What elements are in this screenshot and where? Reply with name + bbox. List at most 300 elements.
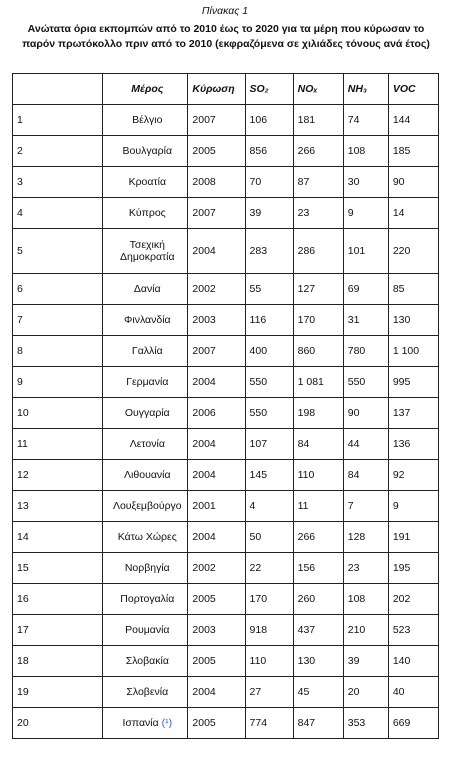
cell-number-text: 4 <box>17 207 23 219</box>
cell-number-text: 14 <box>17 531 29 543</box>
cell-ratification <box>188 460 245 491</box>
cell-nh3 <box>343 105 388 136</box>
cell-party <box>103 274 188 305</box>
cell-voc-text: 995 <box>392 376 411 388</box>
cell-nox-text: 286 <box>297 245 316 257</box>
table-row <box>13 522 439 553</box>
cell-number-text: 20 <box>17 717 29 729</box>
cell-party <box>103 398 188 429</box>
cell-ratification <box>188 584 245 615</box>
cell-nox <box>293 167 343 198</box>
table-row <box>13 336 439 367</box>
cell-nox <box>293 584 343 615</box>
cell-nh3-text: 128 <box>347 531 366 543</box>
cell-number-text: 16 <box>17 593 29 605</box>
cell-number <box>13 553 103 584</box>
cell-nh3 <box>343 398 388 429</box>
table-heading: Ανώτατα όρια εκπομπών από το 2010 έως το 2020 για τα μέρη που κύρωσαν το παρόν πρωτόκολλο πριν από το 2010 (εκφραζόμενα σε χιλιάδες τόνους ανά έτος) <box>22 23 430 50</box>
cell-ratification-text: 2004 <box>192 469 216 481</box>
cell-voc-text: 191 <box>392 531 411 543</box>
cell-party <box>103 584 188 615</box>
cell-nh3 <box>343 677 388 708</box>
cell-party <box>103 429 188 460</box>
header-so2: SO₂ <box>245 74 293 105</box>
cell-ratification-text: 2004 <box>192 531 216 543</box>
cell-voc-text: 185 <box>392 145 411 157</box>
cell-so2 <box>245 708 293 739</box>
table-row <box>13 198 439 229</box>
table-row <box>13 646 439 677</box>
cell-ratification <box>188 553 245 584</box>
cell-so2 <box>245 677 293 708</box>
cell-number-text: 17 <box>17 624 29 636</box>
cell-so2-text: 550 <box>249 376 268 388</box>
cell-so2-text: 283 <box>249 245 268 257</box>
cell-party-text: Ρουμανία <box>125 624 170 636</box>
cell-voc-text: 85 <box>392 283 405 295</box>
cell-ratification <box>188 646 245 677</box>
cell-party-text: Πορτογαλία <box>120 593 175 605</box>
cell-voc-text: 136 <box>392 438 411 450</box>
cell-number-text: 2 <box>17 145 23 157</box>
cell-ratification <box>188 367 245 398</box>
cell-so2 <box>245 522 293 553</box>
cell-nh3-text: 108 <box>347 145 366 157</box>
cell-party-text: Λουξεμβούργο <box>112 500 182 512</box>
cell-ratification-text: 2007 <box>192 207 216 219</box>
table-row <box>13 491 439 522</box>
cell-nox-text: 84 <box>297 438 310 450</box>
cell-number <box>13 677 103 708</box>
cell-nh3-text: 101 <box>347 245 366 257</box>
cell-party-text: Γαλλία <box>131 345 163 357</box>
cell-so2-text: 70 <box>249 176 262 188</box>
table-row <box>13 615 439 646</box>
cell-nh3 <box>343 274 388 305</box>
cell-ratification <box>188 136 245 167</box>
cell-so2-text: 116 <box>249 314 267 326</box>
cell-nox-text: 127 <box>297 283 316 295</box>
cell-so2 <box>245 367 293 398</box>
cell-voc-text: 669 <box>392 717 411 729</box>
cell-nox-text: 170 <box>297 314 316 326</box>
cell-so2 <box>245 553 293 584</box>
cell-nox-text: 437 <box>297 624 316 636</box>
cell-ratification <box>188 105 245 136</box>
cell-nh3-text: 74 <box>347 114 360 126</box>
cell-ratification <box>188 491 245 522</box>
cell-so2-text: 918 <box>249 624 268 636</box>
cell-nh3-text: 210 <box>347 624 366 636</box>
cell-party <box>103 198 188 229</box>
cell-party <box>103 229 188 274</box>
cell-number <box>13 336 103 367</box>
cell-so2 <box>245 167 293 198</box>
cell-ratification <box>188 615 245 646</box>
cell-nh3-text: 7 <box>347 500 354 512</box>
cell-so2-text: 27 <box>249 686 262 698</box>
cell-nox <box>293 460 343 491</box>
cell-so2-text: 107 <box>249 438 268 450</box>
cell-party-text: Φινλανδία <box>123 314 171 326</box>
cell-ratification <box>188 429 245 460</box>
cell-so2-text: 4 <box>249 500 256 512</box>
cell-ratification-text: 2006 <box>192 407 216 419</box>
cell-nh3 <box>343 553 388 584</box>
cell-nh3-text: 30 <box>347 176 360 188</box>
cell-number <box>13 646 103 677</box>
table-row <box>13 708 439 739</box>
cell-voc <box>388 491 438 522</box>
cell-number-text: 10 <box>17 407 29 419</box>
cell-ratification <box>188 708 245 739</box>
cell-ratification-text: 2004 <box>192 686 216 698</box>
cell-party-text: Σλοβακία <box>125 655 169 667</box>
cell-number-text: 1 <box>17 114 23 126</box>
cell-so2 <box>245 229 293 274</box>
cell-ratification-text: 2007 <box>192 345 216 357</box>
cell-party <box>103 708 188 739</box>
cell-voc <box>388 677 438 708</box>
cell-number <box>13 136 103 167</box>
cell-party <box>103 136 188 167</box>
cell-voc <box>388 229 438 274</box>
cell-nox <box>293 708 343 739</box>
cell-party-text: Τσεχική Δημοκρατία <box>120 239 175 263</box>
cell-so2 <box>245 336 293 367</box>
table-row <box>13 105 439 136</box>
cell-ratification-text: 2005 <box>192 655 216 667</box>
cell-number-text: 12 <box>17 469 29 481</box>
cell-voc-text: 195 <box>392 562 411 574</box>
cell-nox-text: 847 <box>297 717 316 729</box>
cell-party-text: Ουγγαρία <box>124 407 170 419</box>
table-body <box>13 105 439 739</box>
cell-nh3 <box>343 460 388 491</box>
cell-nox-text: 266 <box>297 531 316 543</box>
cell-number-text: 7 <box>17 314 23 326</box>
cell-number-text: 8 <box>17 345 23 357</box>
cell-number <box>13 429 103 460</box>
cell-nox-text: 181 <box>297 114 316 126</box>
cell-nox-text: 130 <box>297 655 316 667</box>
cell-ratification-text: 2005 <box>192 593 216 605</box>
cell-voc <box>388 646 438 677</box>
cell-voc-text: 90 <box>392 176 405 188</box>
cell-voc <box>388 553 438 584</box>
cell-nox <box>293 429 343 460</box>
cell-nox-text: 198 <box>297 407 316 419</box>
cell-so2 <box>245 646 293 677</box>
table-row <box>13 274 439 305</box>
cell-nh3-text: 90 <box>347 407 360 419</box>
cell-party <box>103 522 188 553</box>
cell-nox <box>293 198 343 229</box>
cell-nh3-text: 9 <box>347 207 354 219</box>
cell-number <box>13 305 103 336</box>
cell-voc-text: 144 <box>392 114 411 126</box>
cell-party-text: Ισπανία <box>122 717 159 729</box>
cell-nh3 <box>343 584 388 615</box>
cell-nox <box>293 553 343 584</box>
cell-nox <box>293 615 343 646</box>
cell-number <box>13 522 103 553</box>
cell-number <box>13 167 103 198</box>
cell-nh3 <box>343 615 388 646</box>
table-header-row <box>13 74 439 105</box>
cell-number-text: 9 <box>17 376 23 388</box>
cell-nox <box>293 677 343 708</box>
cell-nh3-text: 44 <box>347 438 360 450</box>
table-row <box>13 677 439 708</box>
cell-so2 <box>245 274 293 305</box>
table-row <box>13 553 439 584</box>
cell-nox-text: 156 <box>297 562 316 574</box>
emissions-table <box>12 73 439 739</box>
cell-party-text: Κάτω Χώρες <box>117 531 177 543</box>
cell-ratification-text: 2004 <box>192 245 216 257</box>
cell-so2 <box>245 491 293 522</box>
cell-so2-text: 400 <box>249 345 268 357</box>
cell-nh3 <box>343 305 388 336</box>
cell-voc-text: 9 <box>392 500 399 512</box>
cell-voc-text: 137 <box>392 407 411 419</box>
table-row <box>13 429 439 460</box>
cell-party-text: Λιθουανία <box>124 469 171 481</box>
table-row <box>13 460 439 491</box>
cell-voc <box>388 305 438 336</box>
cell-party <box>103 491 188 522</box>
cell-nox <box>293 105 343 136</box>
cell-so2 <box>245 584 293 615</box>
cell-nox <box>293 136 343 167</box>
cell-so2-text: 145 <box>249 469 268 481</box>
cell-party <box>103 336 188 367</box>
cell-ratification <box>188 305 245 336</box>
cell-nox <box>293 305 343 336</box>
cell-nh3 <box>343 229 388 274</box>
cell-party-text: Κροατία <box>128 176 167 188</box>
cell-voc-text: 523 <box>392 624 411 636</box>
cell-voc-text: 40 <box>392 686 405 698</box>
cell-nox <box>293 367 343 398</box>
cell-number <box>13 460 103 491</box>
table-row <box>13 398 439 429</box>
cell-ratification <box>188 398 245 429</box>
cell-ratification-text: 2002 <box>192 562 216 574</box>
cell-nh3 <box>343 491 388 522</box>
cell-nh3-text: 69 <box>347 283 360 295</box>
cell-nox-text: 45 <box>297 686 310 698</box>
cell-number-text: 5 <box>17 245 23 257</box>
cell-number <box>13 708 103 739</box>
cell-nox <box>293 491 343 522</box>
cell-ratification-text: 2004 <box>192 438 216 450</box>
cell-number-text: 6 <box>17 283 23 295</box>
cell-nh3-text: 23 <box>347 562 360 574</box>
cell-so2-text: 856 <box>249 145 268 157</box>
cell-voc <box>388 522 438 553</box>
cell-number <box>13 229 103 274</box>
cell-party <box>103 367 188 398</box>
cell-number <box>13 274 103 305</box>
cell-party <box>103 305 188 336</box>
cell-nh3-text: 108 <box>347 593 366 605</box>
cell-so2-text: 106 <box>249 114 268 126</box>
header-nox: NOₓ <box>293 74 343 105</box>
cell-party <box>103 677 188 708</box>
footnote-link[interactable]: (¹) <box>161 717 173 729</box>
cell-ratification-text: 2002 <box>192 283 216 295</box>
cell-ratification <box>188 522 245 553</box>
cell-number <box>13 491 103 522</box>
cell-nox-text: 266 <box>297 145 316 157</box>
cell-number-text: 3 <box>17 176 23 188</box>
cell-ratification-text: 2001 <box>192 500 216 512</box>
cell-voc <box>388 198 438 229</box>
cell-number-text: 19 <box>17 686 29 698</box>
table-row <box>13 167 439 198</box>
header-ratification: Κύρωση <box>188 74 245 105</box>
cell-number <box>13 105 103 136</box>
cell-nh3-text: 780 <box>347 345 366 357</box>
cell-number <box>13 367 103 398</box>
cell-nox-text: 110 <box>297 469 315 481</box>
cell-voc-text: 14 <box>392 207 405 219</box>
header-party: Μέρος <box>103 74 188 105</box>
cell-nox <box>293 398 343 429</box>
cell-ratification-text: 2008 <box>192 176 216 188</box>
cell-voc <box>388 105 438 136</box>
cell-so2 <box>245 460 293 491</box>
cell-nh3-text: 31 <box>347 314 360 326</box>
cell-voc-text: 140 <box>392 655 411 667</box>
cell-nh3 <box>343 522 388 553</box>
cell-so2-text: 550 <box>249 407 268 419</box>
cell-number <box>13 198 103 229</box>
cell-nh3 <box>343 367 388 398</box>
cell-voc <box>388 584 438 615</box>
cell-voc <box>388 136 438 167</box>
cell-nox <box>293 229 343 274</box>
table-row <box>13 305 439 336</box>
cell-number-text: 18 <box>17 655 29 667</box>
cell-nh3 <box>343 708 388 739</box>
cell-voc <box>388 367 438 398</box>
cell-number-text: 11 <box>17 438 28 450</box>
cell-nox <box>293 646 343 677</box>
cell-party <box>103 105 188 136</box>
cell-nh3-text: 20 <box>347 686 360 698</box>
cell-nh3 <box>343 646 388 677</box>
cell-number-text: 15 <box>17 562 29 574</box>
cell-so2-text: 50 <box>249 531 262 543</box>
cell-number <box>13 398 103 429</box>
cell-party <box>103 646 188 677</box>
cell-voc-text: 92 <box>392 469 405 481</box>
cell-ratification <box>188 677 245 708</box>
cell-nox-text: 87 <box>297 176 310 188</box>
cell-party <box>103 553 188 584</box>
cell-so2 <box>245 136 293 167</box>
cell-party-text: Λετονία <box>129 438 165 450</box>
cell-ratification <box>188 198 245 229</box>
cell-voc <box>388 460 438 491</box>
cell-nh3-text: 353 <box>347 717 366 729</box>
cell-party-text: Δανία <box>133 283 161 295</box>
cell-ratification <box>188 274 245 305</box>
cell-voc <box>388 274 438 305</box>
cell-nh3 <box>343 429 388 460</box>
cell-party-text: Νορβηγία <box>124 562 170 574</box>
cell-party-text: Σλοβενία <box>126 686 169 698</box>
cell-so2 <box>245 615 293 646</box>
cell-nox-text: 1 081 <box>297 376 324 388</box>
cell-so2 <box>245 105 293 136</box>
table-row <box>13 367 439 398</box>
cell-so2 <box>245 398 293 429</box>
cell-ratification-text: 2005 <box>192 145 216 157</box>
cell-voc <box>388 398 438 429</box>
cell-number <box>13 584 103 615</box>
cell-so2-text: 170 <box>249 593 268 605</box>
cell-number <box>13 615 103 646</box>
cell-voc <box>388 336 438 367</box>
cell-party <box>103 615 188 646</box>
cell-ratification <box>188 336 245 367</box>
cell-ratification-text: 2004 <box>192 376 216 388</box>
cell-so2-text: 110 <box>249 655 267 667</box>
cell-ratification-text: 2005 <box>192 717 216 729</box>
cell-nox <box>293 274 343 305</box>
cell-party-text: Βέλγιο <box>132 114 163 126</box>
cell-voc <box>388 167 438 198</box>
cell-party <box>103 460 188 491</box>
cell-nox-text: 11 <box>297 500 309 512</box>
cell-voc <box>388 615 438 646</box>
cell-so2 <box>245 429 293 460</box>
cell-nox-text: 260 <box>297 593 316 605</box>
cell-so2-text: 39 <box>249 207 262 219</box>
cell-party-text: Κύπρος <box>128 207 166 219</box>
header-voc: VOC <box>388 74 438 105</box>
table-row <box>13 584 439 615</box>
cell-nox <box>293 336 343 367</box>
cell-ratification-text: 2003 <box>192 624 216 636</box>
cell-nh3 <box>343 198 388 229</box>
cell-nh3-text: 84 <box>347 469 360 481</box>
cell-nh3 <box>343 336 388 367</box>
header-number <box>13 74 103 105</box>
cell-nox <box>293 522 343 553</box>
cell-voc-text: 202 <box>392 593 411 605</box>
cell-voc-text: 220 <box>392 245 411 257</box>
table-row <box>13 136 439 167</box>
cell-nox-text: 860 <box>297 345 316 357</box>
cell-so2-text: 774 <box>249 717 268 729</box>
cell-so2 <box>245 305 293 336</box>
cell-voc <box>388 708 438 739</box>
cell-nh3-text: 39 <box>347 655 360 667</box>
cell-party-text: Βουλγαρία <box>122 145 173 157</box>
cell-number-text: 13 <box>17 500 29 512</box>
cell-nh3 <box>343 167 388 198</box>
cell-nh3-text: 550 <box>347 376 366 388</box>
table-row <box>13 229 439 274</box>
cell-party-text: Γερμανία <box>126 376 169 388</box>
cell-ratification <box>188 229 245 274</box>
cell-so2 <box>245 198 293 229</box>
